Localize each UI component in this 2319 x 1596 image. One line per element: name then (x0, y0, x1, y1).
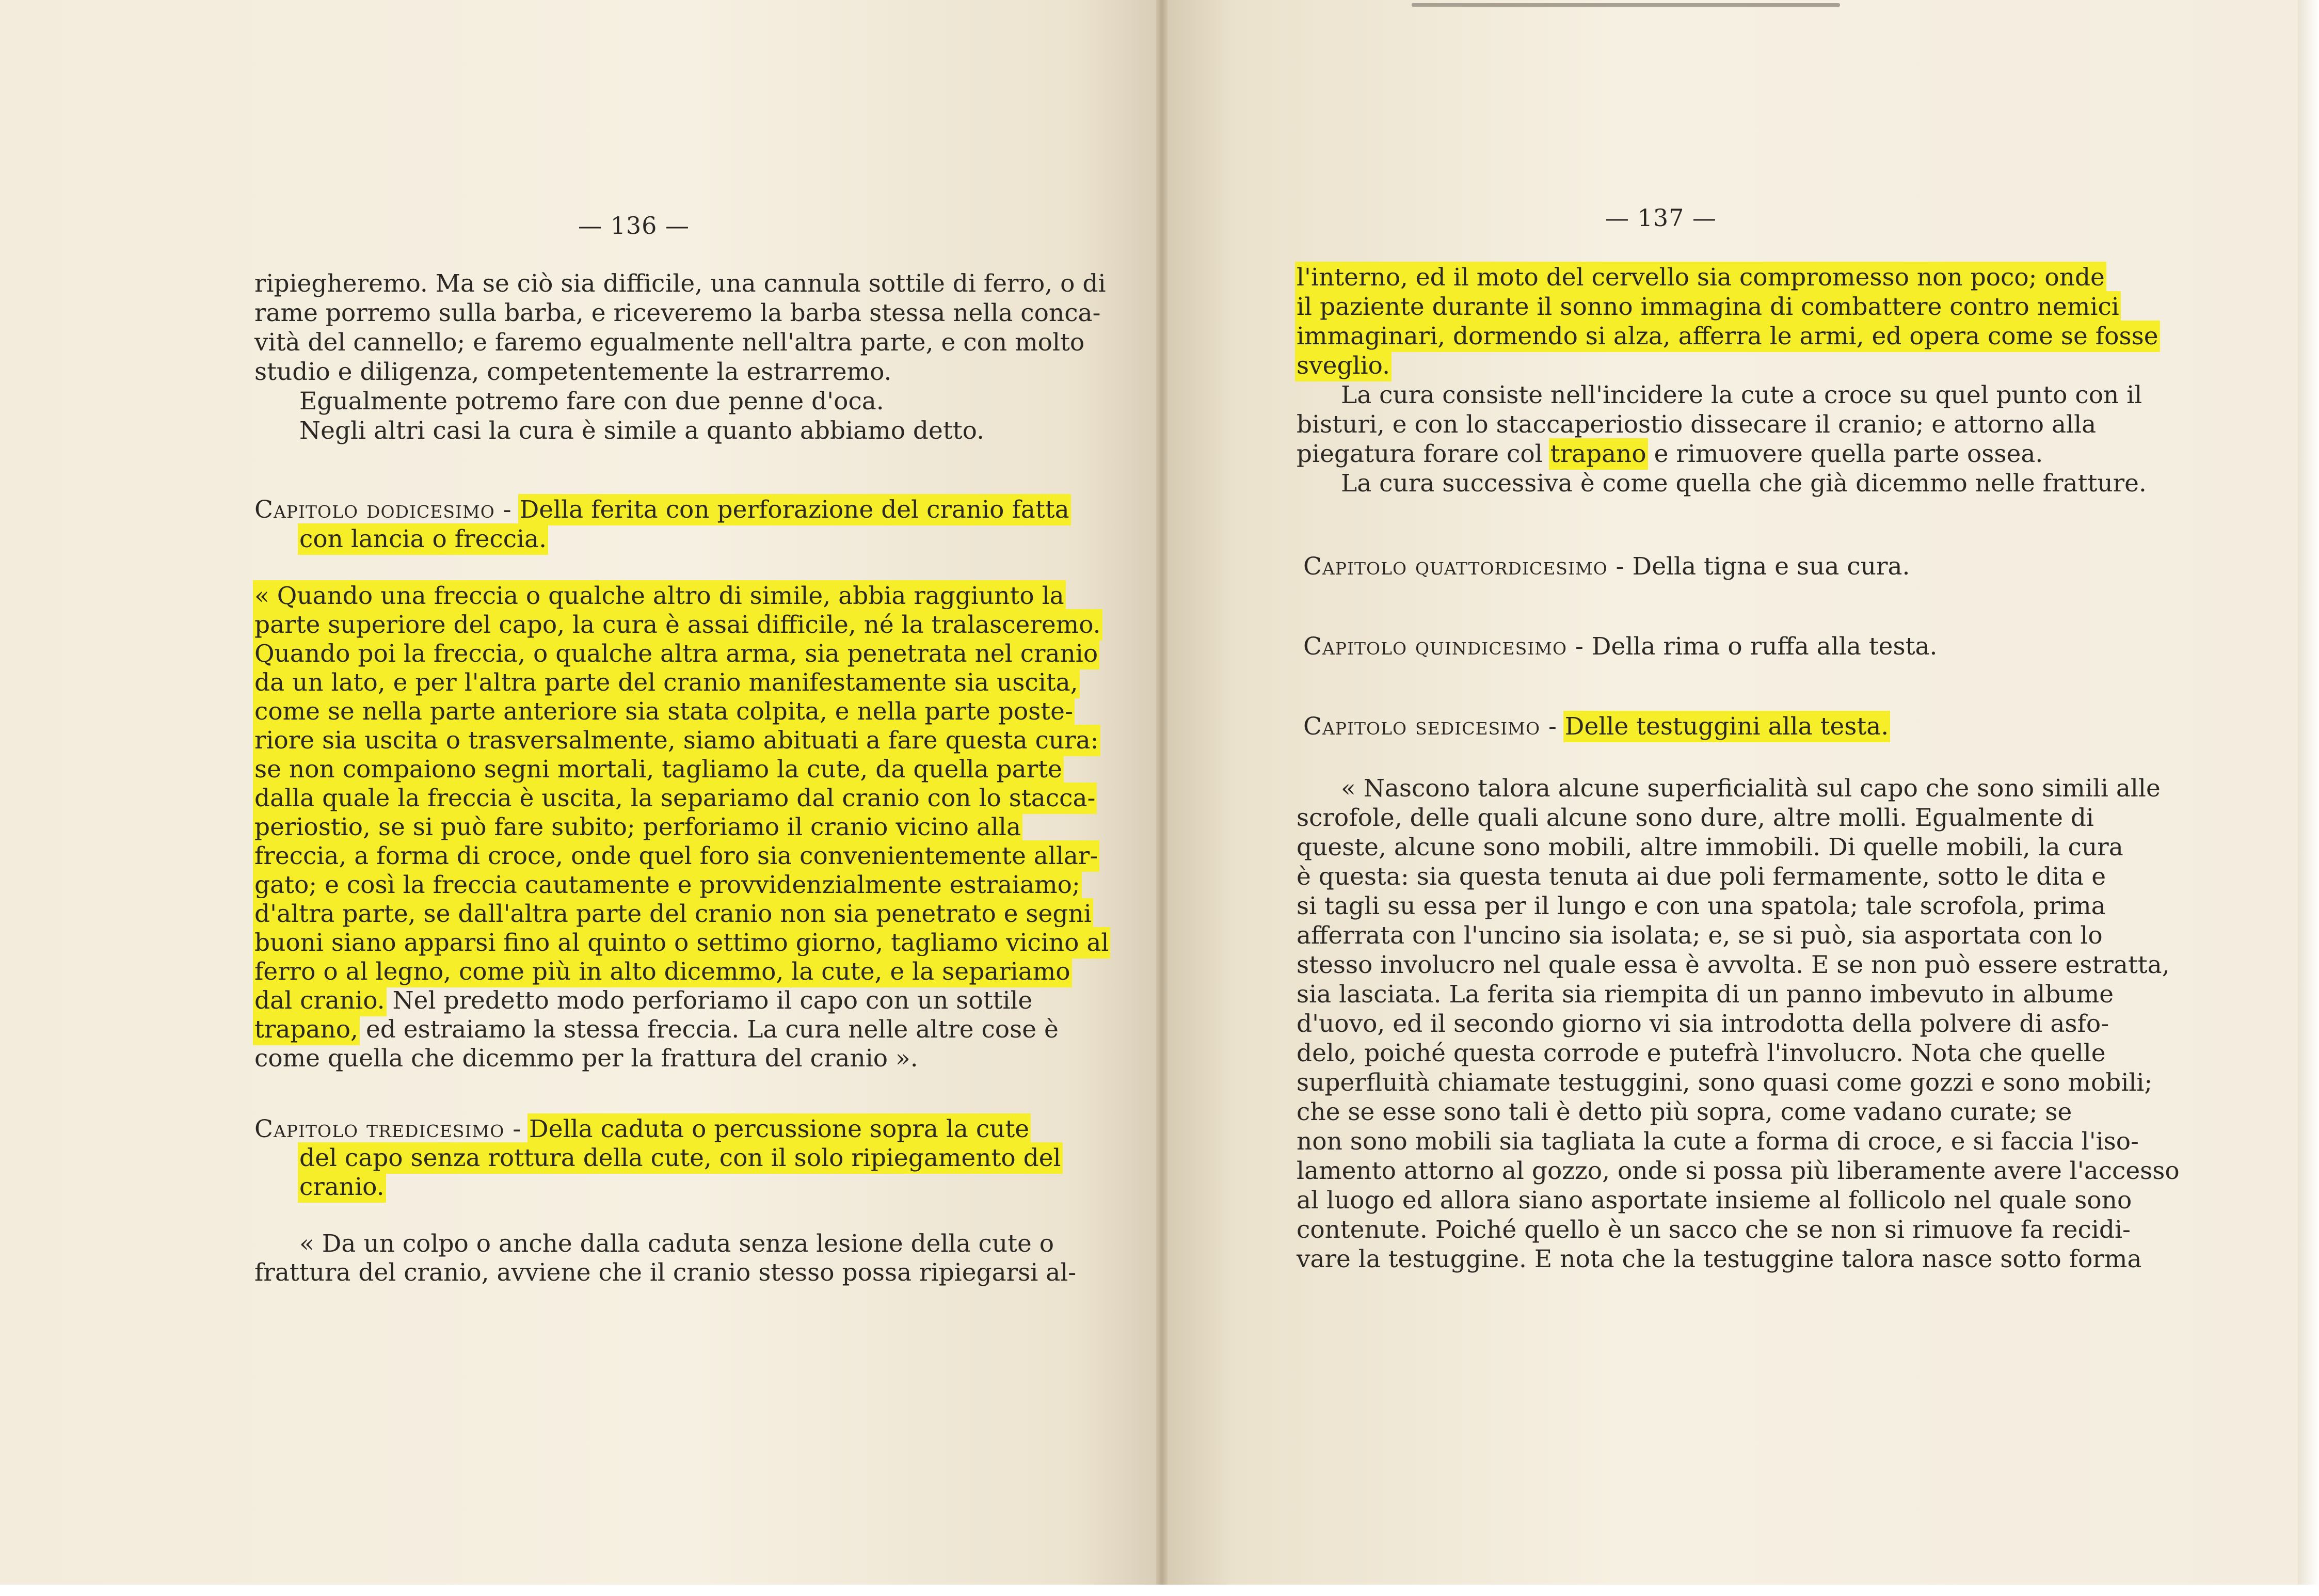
text-line (254, 784, 1096, 813)
text-line: d'uovo, ed il secondo giorno vi sia introdotta della polvere di asfo- (1297, 1010, 2109, 1038)
chapter-label: Capitolo quattordicesimo - (1303, 552, 1625, 581)
text-line (254, 640, 1098, 668)
text-line (254, 842, 1098, 871)
chapter-title-line (299, 525, 547, 554)
text-run: Nel predetto modo perforiamo il capo con un sottile (385, 986, 1033, 1015)
text-line (1297, 322, 2158, 351)
highlight: sveglio. (1297, 352, 1390, 380)
text-line: contenute. Poiché quello è un sacco che se non si rimuove fa recidi- (1297, 1216, 2131, 1244)
highlight: periostio, se si può fare subito; perforiamo il cranio vicino alla (254, 813, 1021, 841)
text-line (254, 957, 1070, 986)
text-line (254, 582, 1064, 611)
text-line: Egualmente potremo fare con due penne d'oca. (299, 387, 884, 416)
highlight: se non compaiono segni mortali, tagliamo la cute, da quella parte (254, 755, 1062, 784)
text-line: ripiegheremo. Ma se ciò sia difficile, una cannula sottile di ferro, o di (254, 269, 1106, 298)
text-line: bisturi, e con lo staccaperiostio dissecare il cranio; e attorno alla (1297, 410, 2097, 439)
chapter-title: Della rima o ruffa alla testa. (1591, 632, 1938, 661)
text-line: si tagli su essa per il lungo e con una spatola; tale scrofola, prima (1297, 892, 2106, 920)
text-run: piegatura forare col (1297, 440, 1550, 468)
text-line (254, 611, 1101, 640)
chapter-heading-12 (254, 496, 1069, 524)
text-line: « Nascono talora alcune superficialità sul capo che sono simili alle (1341, 774, 2161, 803)
text-line: lamento attorno al gozzo, onde si possa più liberamente avere l'accesso (1297, 1157, 2180, 1185)
text-line: al luogo ed allora siano asportate insieme al follicolo nel quale sono (1297, 1186, 2132, 1215)
top-edge-rule (1412, 3, 1840, 7)
text-line: è questa: sia questa tenuta ai due poli fermamente, sotto le dita e (1297, 863, 2106, 891)
text-run: e rimuovere quella parte ossea. (1646, 440, 2043, 468)
text-line (254, 668, 1078, 697)
text-line (254, 755, 1062, 784)
scan-margin (0, 1585, 2319, 1596)
chapter-heading-13 (254, 1115, 1029, 1144)
text-line: non sono mobili sia tagliata la cute a forma di croce, e si faccia l'iso- (1297, 1127, 2139, 1156)
chapter-heading-14 (1303, 552, 1910, 581)
text-line: superfluità chiamate testuggini, sono quasi come gozzi e sono mobili; (1297, 1068, 2153, 1097)
text-line (254, 1015, 1059, 1044)
highlight: d'altra parte, se dall'altra parte del cranio non sia penetrato e segni (254, 900, 1092, 928)
text-line: afferrata con l'uncino sia isolata; e, se si può, sia asportata con lo (1297, 921, 2103, 950)
highlight: freccia, a forma di croce, onde quel foro sia convenientemente allar- (254, 842, 1098, 870)
highlight: buoni siano apparsi fino al quinto o settimo giorno, tagliamo vicino al (254, 929, 1109, 957)
chapter-label: Capitolo sedicesimo - (1303, 712, 1557, 741)
text-line (254, 929, 1109, 957)
highlight: ferro o al legno, come più in alto dicemmo, la cute, e la separiamo (254, 957, 1070, 986)
highlight: dal cranio. (254, 986, 385, 1015)
text-line: scrofole, delle quali alcune sono dure, altre molli. Egualmente di (1297, 804, 2094, 832)
chapter-title: Della tigna e sua cura. (1632, 552, 1910, 581)
highlight: immaginari, dormendo si alza, afferra le armi, ed opera come se fosse (1297, 322, 2158, 350)
chapter-title-highlight: del capo senza rottura della cute, con il solo ripiegamento del (299, 1144, 1061, 1172)
page-number-left: — 136 — (578, 212, 690, 240)
page-edge (2298, 0, 2319, 1596)
chapter-title-highlight: cranio. (299, 1173, 385, 1201)
text-line (1297, 293, 2119, 322)
text-line: queste, alcune sono mobili, altre immobili. Di quelle mobili, la cura (1297, 833, 2123, 861)
text-line (254, 986, 1032, 1015)
text-run: ed estraiamo la stessa freccia. La cura nelle altre cose è (358, 1015, 1059, 1044)
text-line: vità del cannello; e faremo egualmente nell'altra parte, e con molto (254, 328, 1085, 357)
chapter-title-highlight: Della ferita con perforazione del cranio fatta (519, 496, 1069, 524)
highlight: come se nella parte anteriore sia stata colpita, e nella parte poste- (254, 697, 1073, 726)
highlight: parte superiore del capo, la cura è assai difficile, né la tralasceremo. (254, 611, 1101, 639)
highlight: Quando poi la freccia, o qualche altra arma, sia penetrata nel cranio (254, 640, 1098, 668)
highlight: trapano, (254, 1015, 358, 1044)
highlight: l'interno, ed il moto del cervello sia compromesso non poco; onde (1297, 263, 2105, 292)
highlight: « Quando una freccia o qualche altro di simile, abbia raggiunto la (254, 582, 1064, 610)
text-line: stesso involucro nel quale essa è avvolta. E se non può essere estratta, (1297, 951, 2170, 979)
text-line (254, 813, 1021, 842)
chapter-heading-15 (1303, 632, 1937, 661)
highlight: gato; e così la freccia cautamente e provvidenzialmente estraiamo; (254, 871, 1080, 899)
text-line: vare la testuggine. E nota che la testuggine talora nasce sotto forma (1297, 1245, 2142, 1273)
text-line: rame porremo sulla barba, e riceveremo la barba stessa nella conca- (254, 299, 1101, 327)
book-gutter (1156, 0, 1168, 1596)
chapter-label: Capitolo quindicesimo - (1303, 632, 1584, 661)
text-line: che se esse sono tali è detto più sopra, come vadano curate; se (1297, 1098, 2072, 1126)
chapter-title-highlight: con lancia o freccia. (299, 525, 547, 553)
highlight: il paziente durante il sonno immagina di combattere contro nemici (1297, 293, 2119, 321)
chapter-title-highlight: Delle testuggini alla testa. (1564, 712, 1889, 741)
text-line: sia lasciata. La ferita sia riempita di un panno imbevuto in albume (1297, 980, 2114, 1009)
text-line: frattura del cranio, avviene che il cranio stesso possa ripiegarsi al- (254, 1258, 1077, 1287)
text-line: delo, poiché questa corrode e putefrà l'involucro. Nota che quelle (1297, 1039, 2106, 1067)
text-line: La cura consiste nell'incidere la cute a croce su quel punto con il (1341, 381, 2142, 409)
text-line (254, 726, 1099, 755)
chapter-label: Capitolo tredicesimo - (254, 1115, 522, 1143)
text-line (1297, 263, 2105, 292)
text-line: Negli altri casi la cura è simile a quanto abbiamo detto. (299, 417, 985, 445)
chapter-heading-16 (1303, 712, 1889, 741)
highlight: riore sia uscita o trasversalmente, siamo abituati a fare questa cura: (254, 726, 1099, 755)
text-line: come quella che dicemmo per la frattura del cranio ». (254, 1044, 918, 1073)
chapter-title-highlight: Della caduta o percussione sopra la cute (529, 1115, 1030, 1143)
chapter-title-line (299, 1173, 385, 1202)
text-line: « Da un colpo o anche dalla caduta senza lesione della cute o (299, 1230, 1054, 1258)
chapter-label: Capitolo dodicesimo - (254, 496, 512, 524)
text-line (1297, 440, 2043, 469)
text-line (254, 900, 1092, 929)
highlight: dalla quale la freccia è uscita, la separiamo dal cranio con lo stacca- (254, 784, 1096, 812)
text-line (1297, 352, 1390, 380)
chapter-title-line (299, 1144, 1061, 1173)
highlight: da un lato, e per l'altra parte del cranio manifestamente sia uscita, (254, 668, 1078, 697)
text-line (254, 697, 1073, 726)
text-line: studio e diligenza, competentemente la estrarremo. (254, 358, 892, 386)
highlight: trapano (1550, 440, 1646, 468)
page-number-right: — 137 — (1605, 204, 1717, 232)
text-line (254, 871, 1080, 900)
text-line: La cura successiva è come quella che già dicemmo nelle fratture. (1341, 469, 2147, 498)
